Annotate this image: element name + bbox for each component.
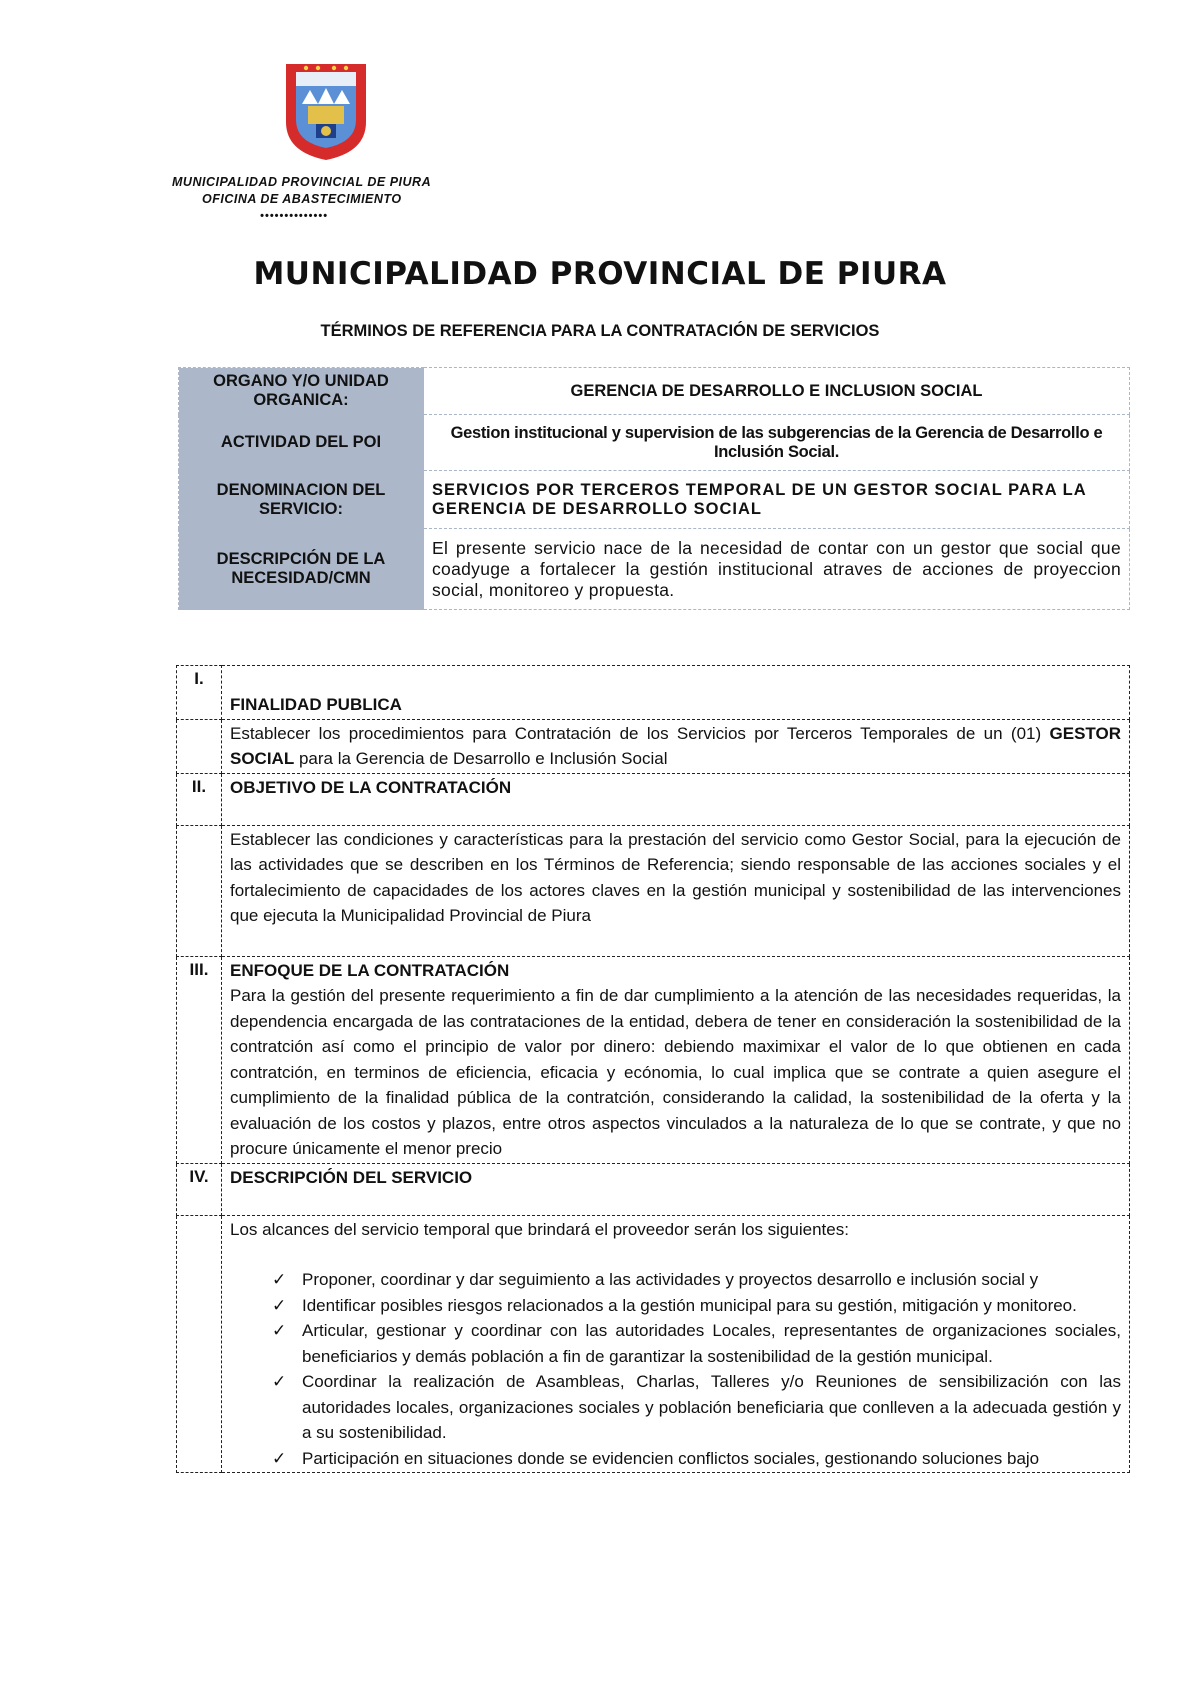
- section-3-title: ENFOQUE DE LA CONTRATACIÓN: [230, 960, 510, 980]
- checkmark-icon: ✓: [272, 1295, 287, 1315]
- page-subtitle: TÉRMINOS DE REFERENCIA PARA LA CONTRATACIÓN DE SERVICIOS: [320, 322, 880, 340]
- descripcion-label: DESCRIPCIÓN DE LA NECESIDAD/CMN: [179, 529, 424, 610]
- checkmark-icon: ✓: [272, 1372, 287, 1391]
- list-item: ✓ Proponer, coordinar y dar seguimiento a las actividades y proyectos desarrollo e inclusión social y: [272, 1267, 1121, 1293]
- section-2-number: II.: [177, 773, 222, 825]
- list-item: ✓ Coordinar la realización de Asambleas, Charlas, Talleres y/o Reuniones de sensibilización con las autoridades locales, organizaciones sociales y población beneficiaria que conlleven a la adecuada gestión y a su sostenibilidad.: [272, 1369, 1121, 1446]
- descripcion-value: El presente servicio nace de la necesidad de contar con un gestor que social que coadyuge a fortalecer la gestión institucional atraves de acciones de proyeccion social, monitoreo y propuesta.: [424, 529, 1130, 610]
- page-title: MUNICIPALIDAD PROVINCIAL DE PIURA: [253, 256, 947, 292]
- section-1-number: I.: [177, 666, 222, 720]
- coat-of-arms-icon: [280, 60, 372, 162]
- checkmark-icon: ✓: [272, 1270, 287, 1289]
- organo-value: GERENCIA DE DESARROLLO E INCLUSION SOCIAL: [424, 368, 1130, 415]
- section-3-number: III.: [177, 956, 222, 1163]
- actividad-value: Gestion institucional y supervision de las subgerencias de la Gerencia de Desarrollo e Inclusión Social.: [424, 415, 1130, 471]
- section-4-title: DESCRIPCIÓN DEL SERVICIO: [222, 1163, 1130, 1215]
- section-4-number: IV.: [177, 1163, 222, 1215]
- section-4-body: [222, 1215, 1130, 1473]
- section-3-content: [222, 956, 1130, 1163]
- section-2-body: Establecer las condiciones y características para la prestación del servicio como Gestor Social, para la ejecución de las actividades que se describen en los Términos de Referencia; siendo responsable de las acciones sociales y el fortalecimiento de capacidades de los actores claves en la gestión municipal y sostenibilidad de las intervenciones que ejecuta la Municipalidad Provincial de Piura: [222, 825, 1130, 956]
- section-4-intro: Los alcances del servicio temporal que brindará el proveedor serán los siguientes:: [230, 1219, 849, 1239]
- checkmark-icon: ✓: [272, 1448, 287, 1468]
- org-header: [172, 174, 532, 225]
- section-2-title: OBJETIVO DE LA CONTRATACIÓN: [222, 773, 1130, 825]
- section-3-body: Para la gestión del presente requerimiento a fin de dar cumplimiento a la atención de las necesidades requeridas, la dependencia encargada de las contrataciones de la entidad, debera de tener en consideración la sostenibilidad de la contratción así como el principio de valor por dinero: debiendo maximixar el valor de lo que obtienen en cada contratción, en terminos de eficiencia, eficacia y ecónomia, lo cual implica que se contrate a quien asegure el cumplimiento de la finalidad pública de la contratción, considerando la calidad, la sostenibilidad de la oferta y la evaluación de los costos y plazos, entre otros aspectos vinculados a la naturaleza de lo que se contrate, y que no procure únicamente el menor precio: [230, 986, 1121, 1158]
- denominacion-label: DENOMINACION DEL SERVICIO:: [179, 471, 424, 529]
- checkmark-icon: ✓: [272, 1321, 287, 1340]
- list-item: ✓ Articular, gestionar y coordinar con las autoridades Locales, representantes de organizaciones sociales, beneficiarios y demás población a fin de garantizar la sostenibilidad de la gestión municipal.: [272, 1318, 1121, 1369]
- org-line-3: ••••••••••••••: [260, 210, 328, 222]
- organo-label: ORGANO Y/O UNIDAD ORGANICA:: [179, 368, 424, 415]
- section-1-title-text: FINALIDAD PUBLICA: [230, 695, 402, 714]
- info-table: [178, 367, 1130, 610]
- section-1-body-a: Establecer los procedimientos para Contratación de los Servicios por Terceros Temporales de un (01): [230, 723, 1050, 743]
- section-1-body: [222, 719, 1130, 773]
- sections-table: [176, 665, 1130, 1473]
- org-line-2: OFICINA DE ABASTECIMIENTO: [202, 192, 402, 206]
- org-line-1: MUNICIPALIDAD PROVINCIAL DE PIURA: [172, 175, 432, 189]
- section-1-body-bold: GESTOR SOCIAL: [230, 723, 1121, 768]
- list-item: ✓ Participación en situaciones donde se evidencien conflictos sociales, gestionando soluciones bajo: [272, 1446, 1121, 1472]
- denominacion-value: SERVICIOS POR TERCEROS TEMPORAL DE UN GESTOR SOCIAL PARA LA GERENCIA DE DESARROLLO SOCIAL: [424, 471, 1130, 529]
- actividad-label: ACTIVIDAD DEL POI: [179, 415, 424, 471]
- section-1-title: [222, 666, 1130, 720]
- section-1-body-b: para la Gerencia de Desarrollo e Inclusión Social: [294, 749, 668, 768]
- service-scope-list: [230, 1267, 1121, 1471]
- list-item: ✓ Identificar posibles riesgos relacionados a la gestión municipal para su gestión, mitigación y monitoreo.: [272, 1293, 1121, 1319]
